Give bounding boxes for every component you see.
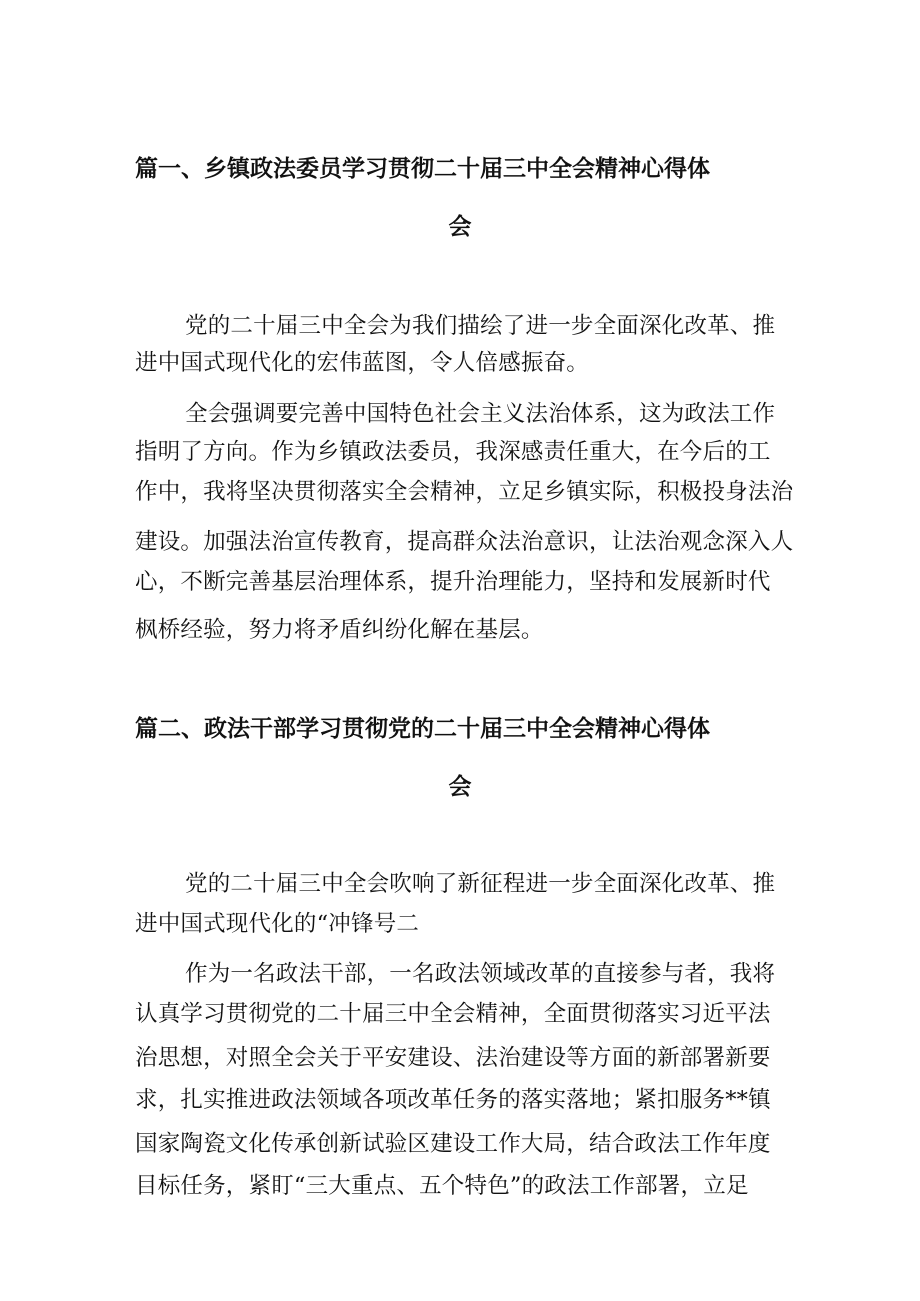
paragraph-line: 目标任务，紧盯“三大重点、五个特色”的政法工作部署，立足 xyxy=(135,1173,749,1199)
paragraph-line: 求，扎实推进政法领域各项改革任务的落实落地；紧扣服务**镇 xyxy=(135,1087,771,1113)
paragraph-line: 国家陶瓷文化传承创新试验区建设工作大局，结合政法工作年度 xyxy=(135,1131,771,1157)
section1-heading: 篇一、乡镇政法委员学习贯彻二十届三中全会精神心得体 xyxy=(135,156,710,182)
section1-heading-continuation: 会 xyxy=(448,214,472,240)
paragraph-line: 全会强调要完善中国特色社会主义法治体系，这为政法工作 xyxy=(185,401,776,427)
paragraph-line: 指明了方向。作为乡镇政法委员，我深感责任重大，在今后的工 xyxy=(135,439,771,465)
paragraph-line: 作中，我将坚决贯彻落实全会精神，立足乡镇实际，积极投身法治 xyxy=(135,479,794,505)
paragraph-line: 作为一名政法干部，一名政法领域改革的直接参与者，我将 xyxy=(185,961,776,987)
paragraph-line: 治思想，对照全会关于平安建设、法治建设等方面的新部署新要 xyxy=(135,1045,771,1071)
paragraph-line: 进中国式现代化的“冲锋号二 xyxy=(135,911,420,937)
paragraph-line: 党的二十届三中全会为我们描绘了进一步全面深化改革、推 xyxy=(185,313,776,339)
paragraph-line: 进中国式现代化的宏伟蓝图，令人倍感振奋。 xyxy=(135,350,590,376)
section2-heading-continuation: 会 xyxy=(448,774,472,800)
paragraph-line: 认真学习贯彻党的二十届三中全会精神，全面贯彻落实习近平法 xyxy=(135,1001,771,1027)
section2-heading: 篇二、政法干部学习贯彻党的二十届三中全会精神心得体 xyxy=(135,716,710,742)
paragraph-line: 建设。加强法治宣传教育，提高群众法治意识，让法治观念深入人 xyxy=(135,529,794,555)
paragraph-line: 枫桥经验，努力将矛盾纠纷化解在基层。 xyxy=(135,617,544,643)
paragraph-line: 党的二十届三中全会吹响了新征程进一步全面深化改革、推 xyxy=(185,871,776,897)
paragraph-line: 心，不断完善基层治理体系，提升治理能力，坚持和发展新时代 xyxy=(135,569,771,595)
